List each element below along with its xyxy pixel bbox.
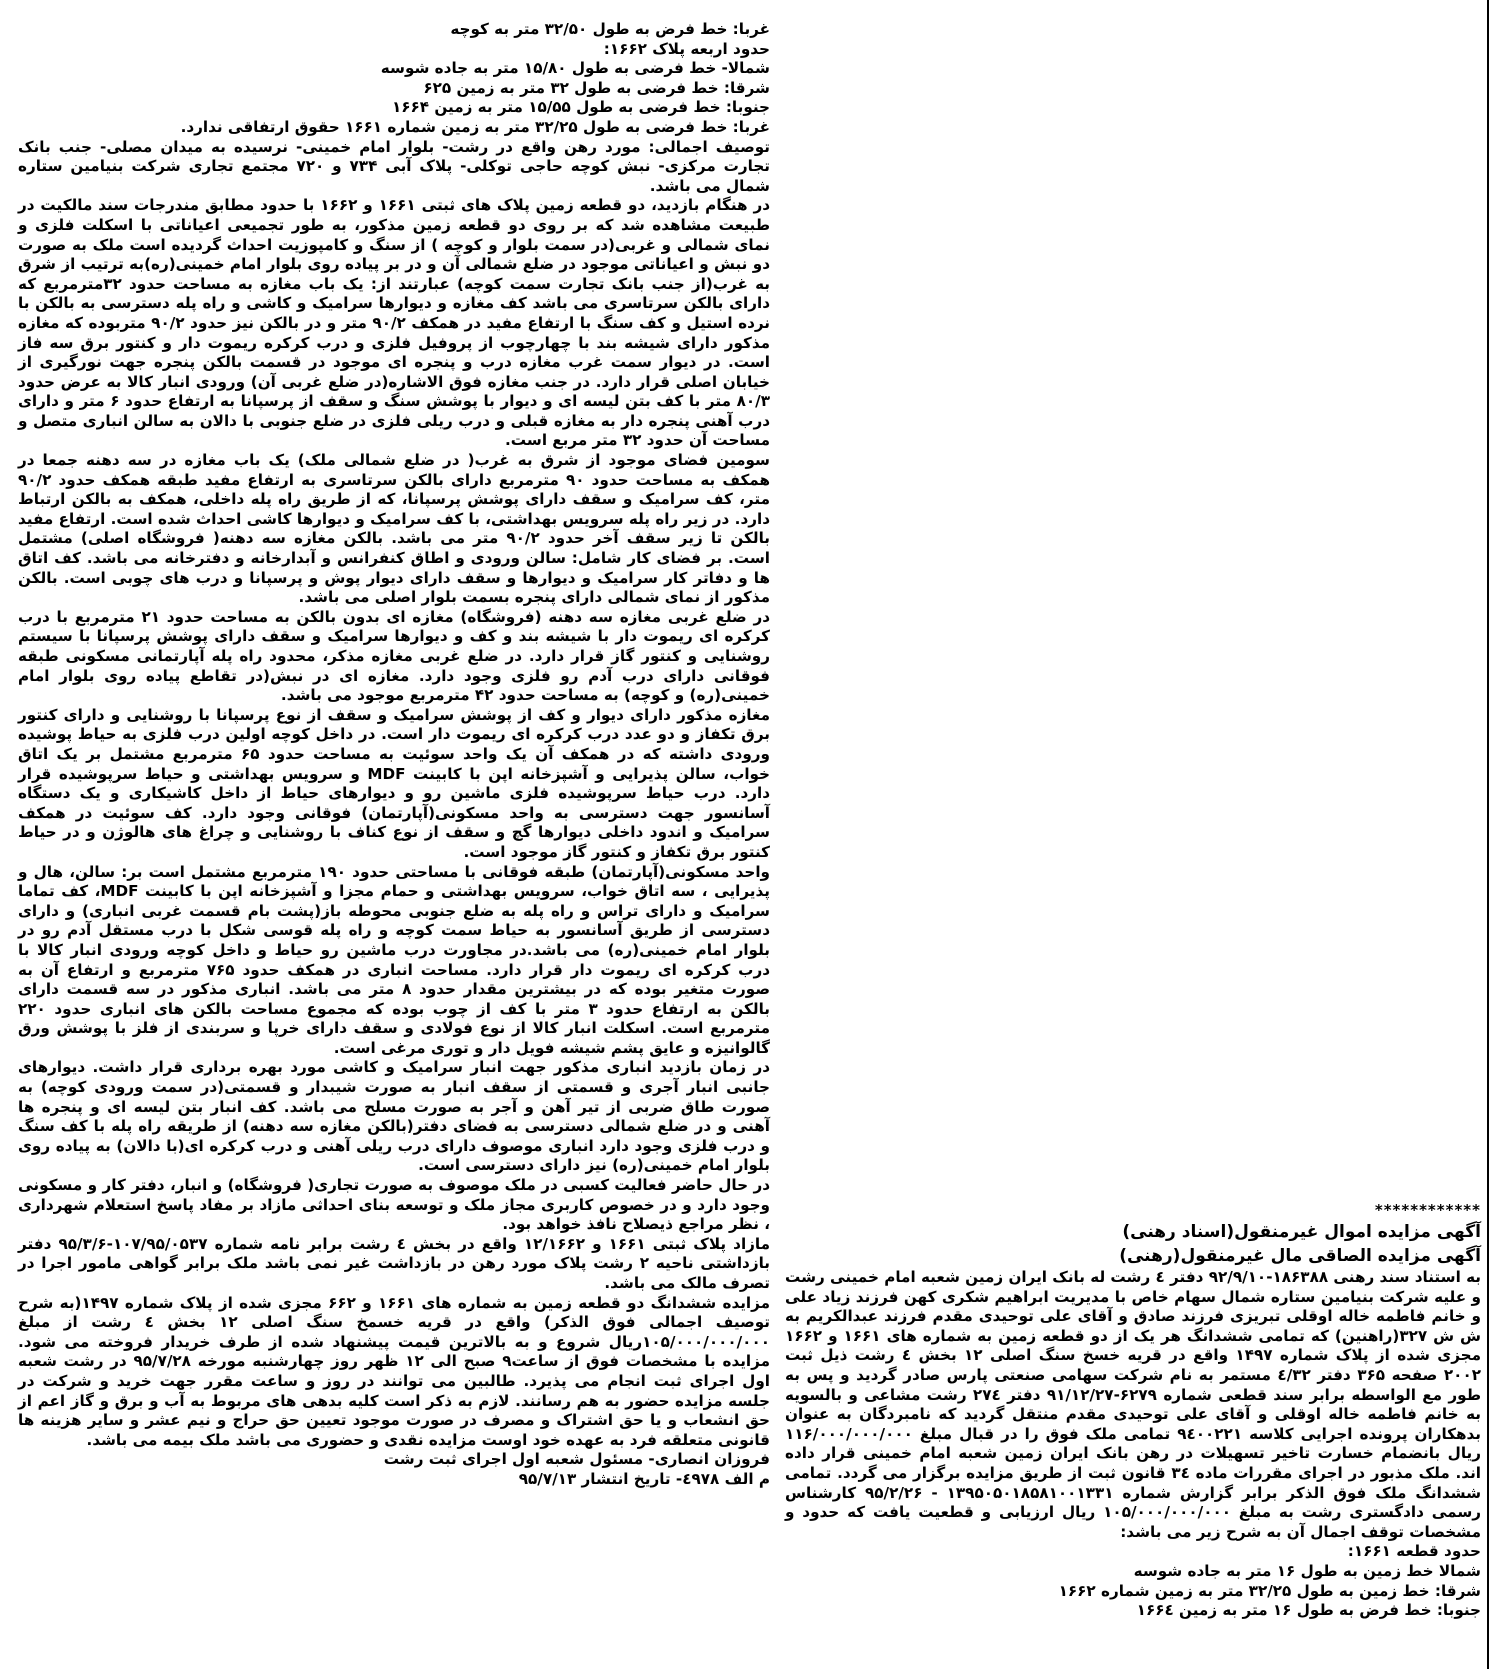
paragraph: سومین فضای موجود از شرق به غرب( در ضلع شمالی ملک) یک باب مغازه در سه دهنه جمعا در همکف به مساحت حدود ۹۰ مترمربع دارای بالکن سرتاسری به ارتفاع مفید طبقه همکف حدود ۹۰/۲ متر، کف سرامیک و سقف دارای پوشش پرسپانا، که از طریق راه پله داخلی، همکف به بالکن ارتباط دارد. در زیر راه پله سرویس بهداشتی، با کف سرامیک و دیوارها کاشی احداث شده است. ارتفاع مفید بالکن تا زیر سقف آخر حدود ۹۰/۲ متر می باشد. بالکن مغازه سه دهنه( فروشگاه اصلی) مشتمل است. بر فضای کار شامل: سالن ورودی و اطاق کنفرانس و آبدارخانه و دفترخانه می باشد. کف اتاق ها و دفاتر کار سرامیک و دیوارها و سقف دارای دیوار پوش و پرسپانا و درب های چوبی است. بالکن مذکور از نمای شمالی دارای پنجره بسمت بلوار اصلی می باشد. xyxy=(18,451,770,607)
notice-subtitle: آگهی مزایده الصاقی مال غیرمنقول(رهنی) xyxy=(1119,1246,1481,1266)
signature-line: فروزان انصاری- مسئول شعبه اول اجرای ثبت رشت xyxy=(383,1450,770,1469)
paragraph: در هنگام بازدید، دو قطعه زمین پلاک های ثبتی ۱۶۶۱ و ۱۶۶۲ با حدود مطابق مندرجات سند مالکیت در طبیعت مشاهده شد که بر روی دو قطعه زمین مذکور، به طور تجمیعی اعیاناتی با اسکلت فلزی و نمای شمالی و غربی(در سمت بلوار و کوچه ) از سنگ و کامپوزیت احداث گردیده است ملک به صورت دو نبش و اعیاناتی موجود در ضلع شمالی آن و در بر پیاده روی بلوار امام خمینی(ره)به ترتیب از شرق به غرب(از جنب بانک تجارت سمت کوچه) عبارتند از: یک باب مغازه به مساحت حدود ۳۲مترمربع که دارای بالکن سرتاسری می باشد کف مغازه و دیوارها سرامیک و کاشی و راه پله دسترسی به بالکن با نرده استیل و کف سنگ با ارتفاع مفید در همکف ۹۰/۲ متر و در بالکن نیز حدود ۹۰/۲ متربوده که مغازه مذکور دارای شیشه بند با چهارچوب از پروفیل فلزی و درب کرکره ریموت دار و کنتور برق سه فاز است. در دیوار سمت غرب مغازه درب و پنجره ای موجود در قسمت بالکن پنجره جهت نورگیری از خیابان اصلی قرار دارد. در جنب مغازه فوق الاشاره(در ضلع غربی آن) ورودی انبار کالا به عرض حدود ۸۰/۳ متر با کف بتن لیسه ای و دیوار با پوشش سنگ و سقف از پرسپانا به ارتفاع حدود ۶ متر و دارای درب آهنی پنجره دار به مغازه قبلی و درب ریلی فلزی در ضلع جنوبی با دالان به سالن انباری متصل و مساحت آن حدود ۳۲ متر مربع است. xyxy=(18,196,771,450)
publication-line: م الف ٤٩۷۸- تاریخ انتشار ۹۵/۷/۱۳ xyxy=(518,1469,770,1488)
paragraph: در حال حاضر فعالیت کسبی در ملک موصوف به صورت تجاری( فروشگاه) و انبار، دفتر کار و مسکونی وجود دارد و در خصوص کاربری مجاز ملک و توسعه بنای احداثی مازاد بر مفاد پاسخ استعلام شهرداری ، نظر مراجع ذیصلاح نافذ خواهد بود. xyxy=(18,1176,770,1234)
right-frame-line xyxy=(1487,0,1489,1669)
paragraph: شرقا: خط فرضی به طول ۳۲ متر به زمین ۶۲۵ xyxy=(423,78,770,97)
paragraph: به استناد سند رهنی ۱۸۶۳۸۸-۹۲/۹/۱۰ دفتر ٤ رشت له بانک ایران زمین شعبه امام خمینی رشت و علیه شرکت بنیامین ستاره شمال سهام خاص با مدیریت ابراهیم شکری کهن فرزند زیاد علی و خانم فاطمه خاله اوقلی تبریزی فرزند صادق و آقای علی توحیدی مقدم فرزند عبدالکریم به ش ش ۳۲۷(راهنین) که تمامی ششدانگ هر یک از دو قطعه زمین به شماره های ۱۶۶۱ و ۱۶۶۲ مجزی شده از پلاک شماره ۱۴۹۷ واقع در قریه خسخ سنگ اصلی ۱۲ بخش ٤ رشت ذیل ثبت ۲۰۰۲ صفحه ۳۶۵ دفتر ٤/۳۲ مستمر به نام شرکت سهامی صنعتی پارس صادر گردید و پس به طور مع الواسطه برابر سند قطعی شماره ۶۲۷۹-۹۱/۱۲/۲۷ دفتر ۲۷٤ رشت مشاعی و بالسویه به خانم فاطمه خاله اوقلی و آقای علی توحیدی مقدم منتقل گردید که نامبردگان به عنوان بدهکاران پرونده اجرایی کلاسه ۹٤۰۰۲۲۱ تمامی ملک فوق را در قبال مبلغ ۱۱۶/۰۰۰/۰۰۰/۰۰۰ ریال بانضمام خسارت تاخیر تسهیلات در رهن بانک ایران زمین شعبه امام خمینی قرار داده اند. ملک مذبور در اجرای مقررات ماده ۳٤ قانون ثبت از طریق مزایده برگزار می گردد. تمامی ششدانگ ملک فوق الذکر برابر گزارش شماره ۱۳۹۵۰۵۰۱۸۵۸۱۰۰۱۳۳۱ - ۹۵/۲/۲۶ کارشناس رسمی دادگستری رشت به مبلغ ۱۰۵/۰۰۰/۰۰۰/۰۰۰ ریال ارزیابی و قطعیت یافت که حدود و مشخصات توقف اجمال آن به شرح زیر می باشد: xyxy=(785,1268,1481,1541)
paragraph: در ضلع غربی مغازه سه دهنه (فروشگاه) مغازه ای بدون بالکن به مساحت حدود ۲۱ مترمربع با درب کرکره ای ریموت دار با شیشه بند و کف و دیوارها سرامیک و سقف دارای پوشش پرسپانا با سیستم روشنایی و کنتور گاز قرار دارد. در ضلع غربی مغازه مذکر، محدود راه پله آپارتمانی مسکونی طبقه فوقانی دارای درب آدم رو فلزی وجود دارد. مغازه ای در نبش(در تقاطع پیاده روی بلوار امام خمینی(ره) و کوچه) به مساحت حدود ۴۲ مترمربع موجود می باشد. xyxy=(18,607,770,705)
left-column xyxy=(18,20,770,1490)
paragraph: مازاد پلاک ثبتی ۱۶۶۱ و ۱۲/۱۶۶۲ واقع در بخش ٤ رشت برابر نامه شماره ۱۰۷/۹۵/۰۵۳۷-۹۵/۳/۶ دفتر بازداشتی ناحیه ۲ رشت پلاک مورد رهن در بازداشت غیر نمی باشد ملک برابر گواهی مامور اجرا در تصرف مالک می باشد. xyxy=(18,1234,770,1292)
paragraph: حدود اربعه پلاک ۱۶۶۲: xyxy=(603,39,770,58)
paragraph: شرقا: خط زمین به طول ۳۲/۲۵ متر به زمین شماره ۱۶۶۲ xyxy=(1058,1581,1481,1600)
paragraph: توصیف اجمالی: مورد رهن واقع در رشت- بلوار امام خمینی- نرسیده به میدان مصلی- جنب بانک تجارت مرکزی- نبش کوچه حاجی توکلی- پلاک آبی ۷۳۴ و ۷۲۰ مجتمع تجاری شرکت بنیامین ستاره شمال می باشد. xyxy=(18,137,770,195)
paragraph: شمالا خط زمین به طول ۱۶ متر به جاده شوسه xyxy=(1133,1561,1481,1580)
paragraph: واحد مسکونی(آپارتمان) طبقه فوقانی با مساحتی حدود ۱۹۰ مترمربع مشتمل است بر: سالن، هال و پذیرایی ، سه اتاق خواب، سرویس بهداشتی و حمام مجزا و آشپزخانه اپن با کابینت MDF، کف تماما سرامیک و دارای تراس و راه پله به ضلع جنوبی محوطه باز(پشت بام قسمت غربی انباری) و دارای دسترسی از طریق آسانسور به حیاط سمت کوچه و راه پله قوسی شکل با درب مستقل آدم رو در بلوار امام خمینی(ره) می باشد.در مجاورت درب ماشین رو حیاط و داخل کوچه ورودی انبار کالا با درب کرکره ای ریموت دار قرار دارد. مساحت انباری در همکف حدود ۷۶۵ مترمربع و ارتفاع آن به صورت متغیر بوده که در بیشترین مقدار حدود ۸ متر می باشد. انباری مذکور در سه قسمت دارای بالکن به ارتفاع حدود ۳ متر با کف از چوب بوده که مجموع مساحت بالکن های انباری حدود ۲۲۰ مترمربع است. اسکلت انبار کالا از نوع فولادی و سقف دارای خرپا و سربندی از فلز با پوشش ورق گالوانیزه و عایق پشم شیشه فویل دار و توری مرغی است. xyxy=(18,862,770,1057)
paragraph: جنوبا: خط فرضی به طول ۱۵/۵۵ متر به زمین ۱۶۶۴ xyxy=(391,98,770,117)
paragraph: مزایده ششدانگ دو قطعه زمین به شماره های ۱۶۶۱ و ۶۶۲ مجزی شده از پلاک شماره ۱۴۹۷(به شرح توصیف اجمالی فوق الذکر) واقع در قریه خسمخ سنگ اصلی ۱۲ بخش ٤ رشت از مبلغ ۱۰۵/۰۰۰/۰۰۰/۰۰۰ریال شروع و به بالاترین قیمت پیشنهاد شده از طرف خریدار فروخته می شود. مزایده با مشخصات فوق از ساعت۹ صبح الی ۱۲ ظهر روز چهارشنبه مورخه ۹۵/۷/۲۸ در رشت شعبه اول اجرای ثبت انجام می پذیرد. طالبین می توانند در روز و ساعت مقرر جهت خرید و شرکت در جلسه مزایده حضور به هم رسانند. لازم به ذکر است کلیه بدهی های مربوط به آب و برق و گاز اعم از حق انشعاب و یا حق اشتراک و مصرف در صورت موجود تعیین حق حراج و نیم عشر و سایر هزینه ها قانونی متعلقه فرد به عهده خود اوست مزایده نقدی و حضوری می باشد ملک بیمه می باشد. xyxy=(18,1293,770,1449)
separator-stars: ************ xyxy=(1374,1201,1481,1219)
paragraph: شمالا- خط فرضی به طول ۱۵/۸۰ متر به جاده شوسه xyxy=(380,59,770,78)
paragraph: جنوبا: خط فرض به طول ۱۶ متر به زمین ۱۶۶٤ xyxy=(1136,1601,1481,1620)
right-column xyxy=(785,1200,1481,1621)
paragraph: غربا: خط فرضی به طول ۳۲/۲۵ متر به زمین شماره ۱۶۶۱ حقوق ارتفاقی ندارد. xyxy=(180,117,770,136)
paragraph: مغازه مذکور دارای دیوار و کف از پوشش سرامیک و سقف از نوع پرسپانا با روشنایی و دارای کنتور برق تکفاز و دو عدد درب کرکره ای ریموت دار است. در داخل کوچه اولین درب فلزی به حیاط پوشیده ورودی داشته که در همکف آن یک واحد سوئیت به مساحت حدود ۶۵ مترمربع مشتمل بر یک اتاق خواب، سالن پذیرایی و آشپزخانه اپن با کابینت MDF و سرویس بهداشتی و حیاط سرپوشیده قرار دارد. درب حیاط سرپوشیده فلزی ماشین رو و دیوارهای حیاط از داخل کاشیکاری و یک دستگاه آسانسور جهت دسترسی به واحد مسکونی(آپارتمان) فوقانی وجود دارد. کف سوئیت در همکف سرامیک و اندود داخلی دیوارها گچ و سقف از نوع کناف با روشنایی و چراغ های هالوژن و در حیاط کنتور برق تکفاز و کنتور گاز موجود است. xyxy=(18,705,770,861)
notice-title: آگهی مزایده اموال غیرمنقول(اسناد رهنی) xyxy=(1122,1222,1481,1242)
paragraph: در زمان بازدید انباری مذکور جهت انبار سرامیک و کاشی مورد بهره برداری قرار داشت. دیوارهای جانبی انبار آجری و قسمتی از سقف انبار به صورت شیبدار و قسمتی(در سمت ورودی کوچه) به صورت طاق ضربی از تیر آهن و آجر به صورت مسلح می باشد. کف انبار بتن لیسه ای و پنجره ها آهنی و در ضلع شمالی دسترسی به فضای دفتر(بالکن مغازه سه دهنه) از طریقه راه پله با کف سنگ و درب فلزی وجود دارد انباری موصوف دارای درب ریلی آهنی و درب کرکره ای(با دالان) به پیاده روی بلوار امام خمینی(ره) نیز دارای دسترسی است. xyxy=(18,1058,770,1175)
paragraph: غربا: خط فرض به طول ۳۲/۵۰ متر به کوچه xyxy=(450,20,770,38)
paragraph: حدود قطعه ۱۶۶۱: xyxy=(1347,1542,1481,1561)
